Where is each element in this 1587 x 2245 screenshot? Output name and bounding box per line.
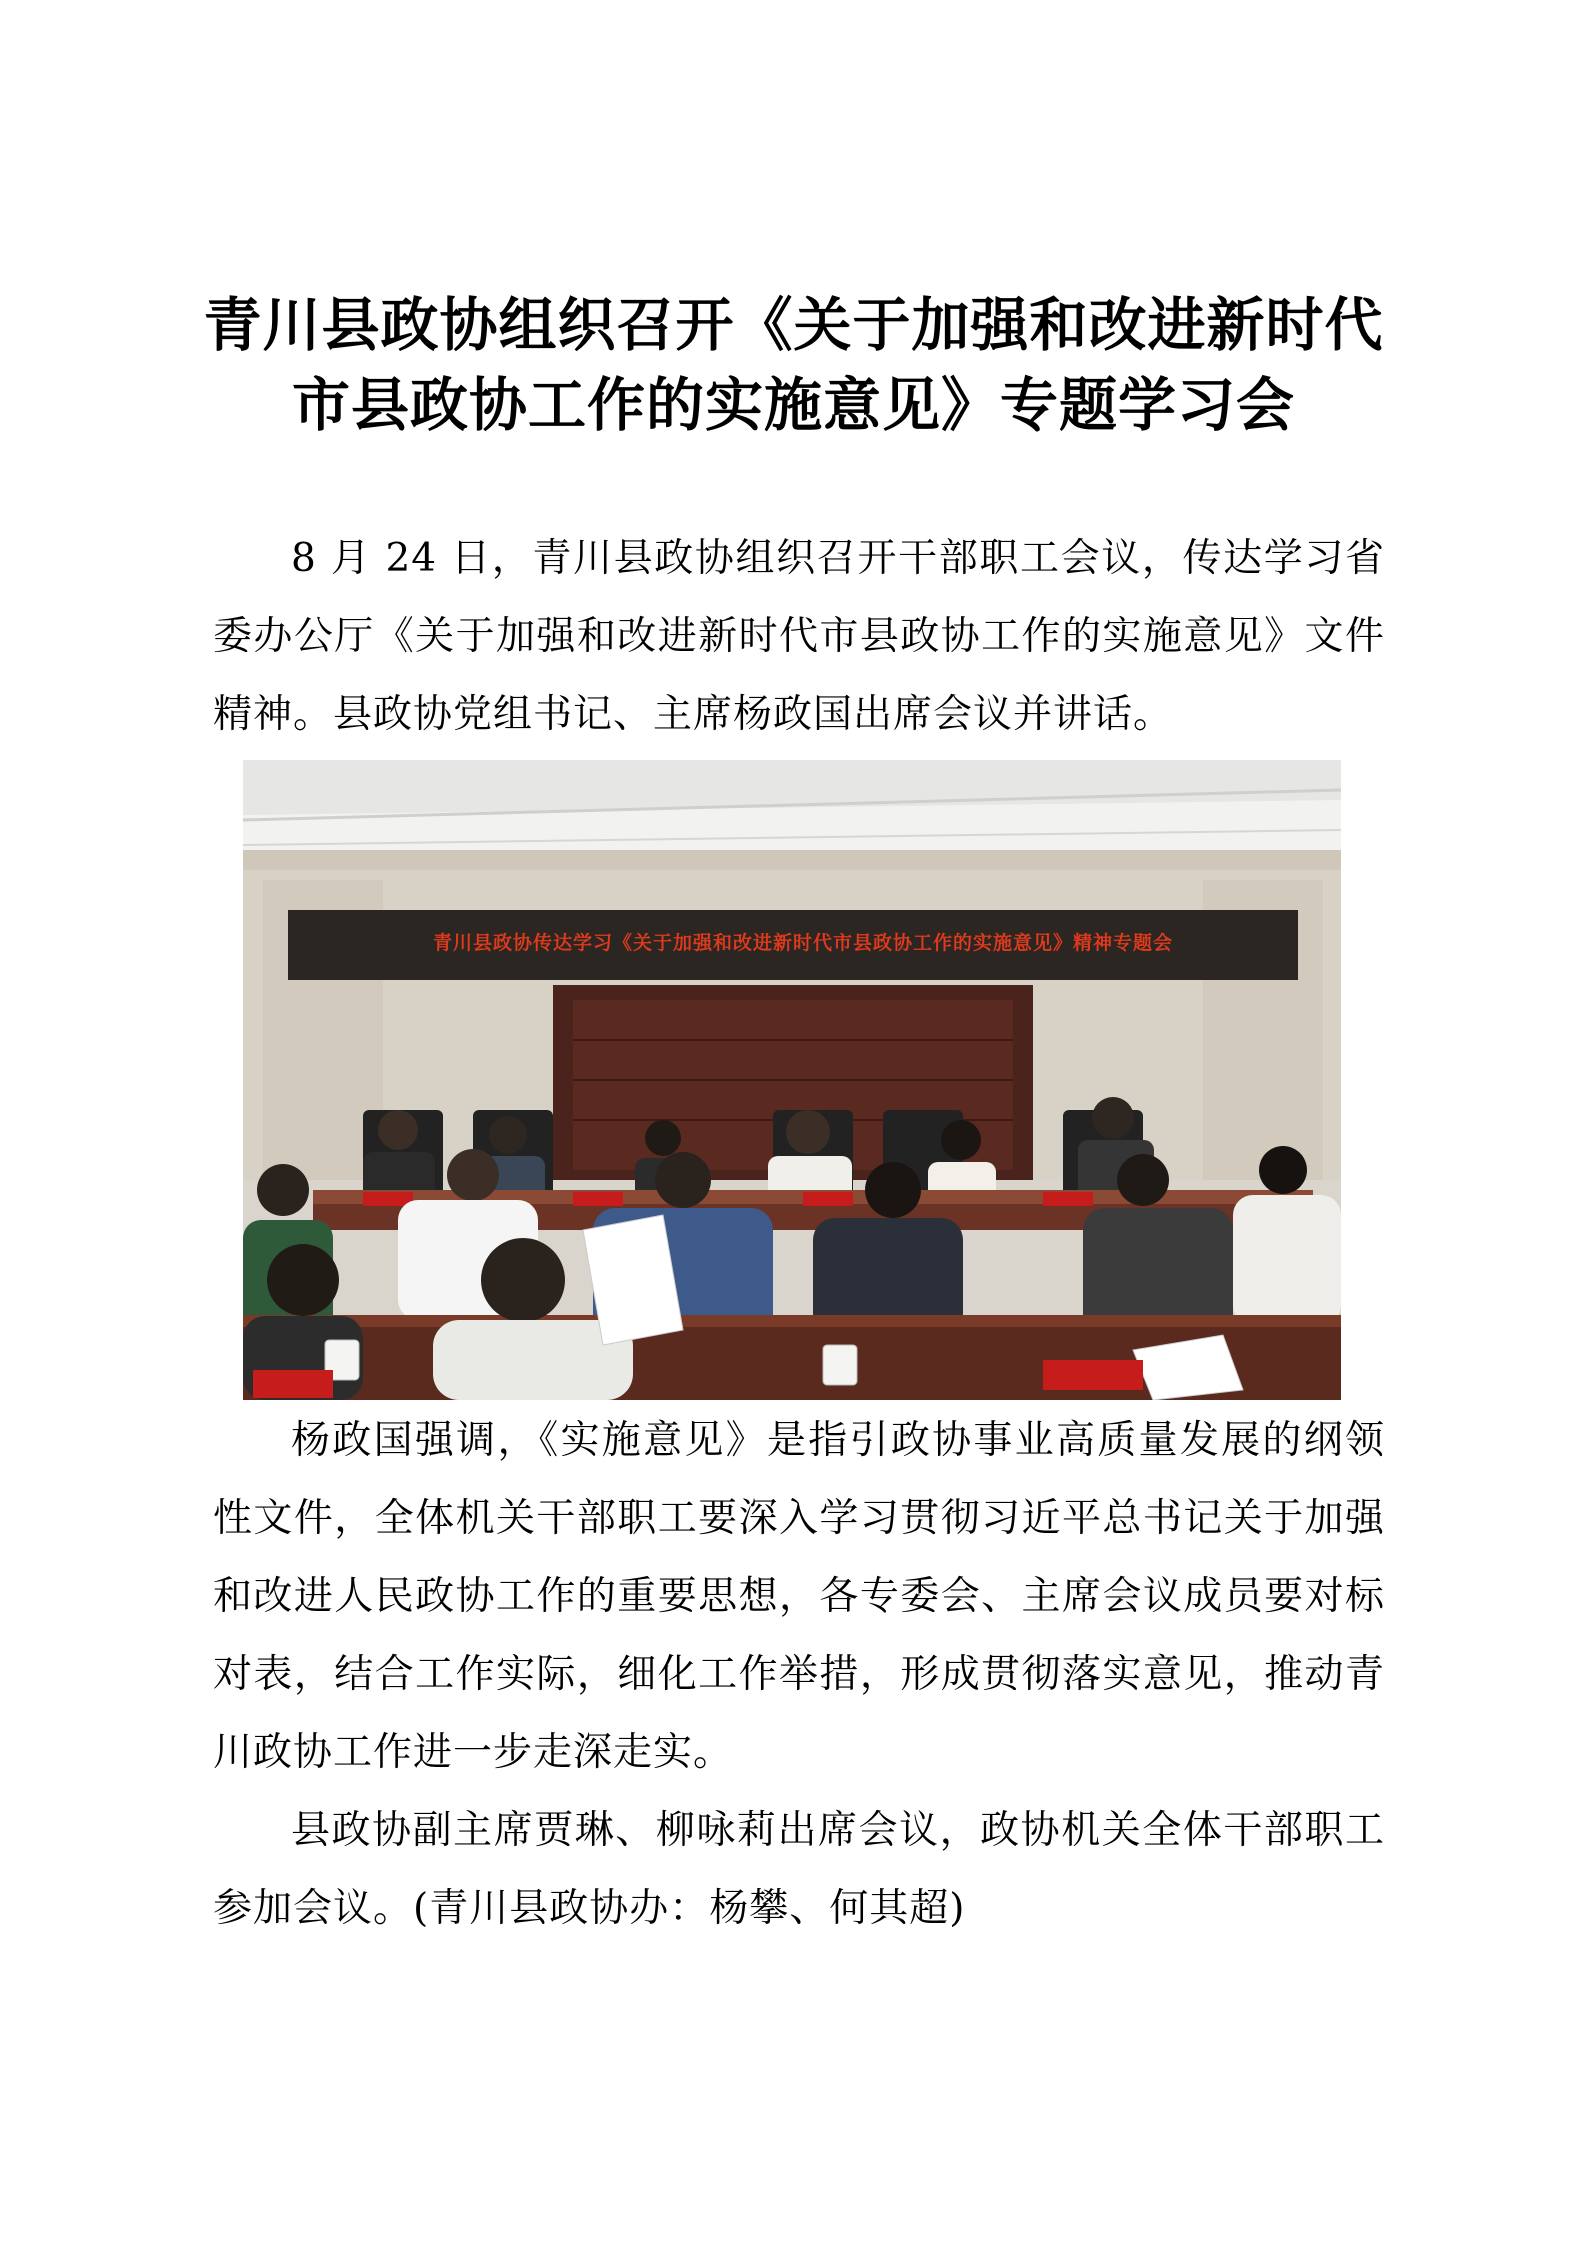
banner-text: 青川县政协传达学习《关于加强和改进新时代市县政协工作的实施意见》精神专题会	[432, 932, 1173, 954]
meeting-photo-illustration	[243, 760, 1341, 1400]
meeting-photo	[243, 760, 1341, 1400]
title-line-2: 市县政协工作的实施意见》专题学习会	[291, 371, 1295, 439]
title-line-1: 青川县政协组织召开《关于加强和改进新时代	[203, 291, 1384, 359]
paragraph-3: 县政协副主席贾琳、柳咏莉出席会议，政协机关全体干部职工参加会议。(青川县政协办：杨攀、何其超)	[213, 1808, 1385, 1931]
document-title	[200, 285, 1387, 445]
paragraph-2: 杨政国强调，《实施意见》是指引政协事业高质量发展的纲领性文件，全体机关干部职工要深入学习贯彻习近平总书记关于加强和改进人民政协工作的重要思想，各专委会、主席会议成员要对标对表，结合工作实际，细化工作举措，形成贯彻落实意见，推动青川政协工作进一步走深走实。	[213, 1418, 1385, 1775]
paragraph-1: 8 月 24 日，青川县政协组织召开干部职工会议，传达学习省委办公厅《关于加强和改进新时代市县政协工作的实施意见》文件精神。县政协党组书记、主席杨政国出席会议并讲话。	[213, 536, 1385, 737]
